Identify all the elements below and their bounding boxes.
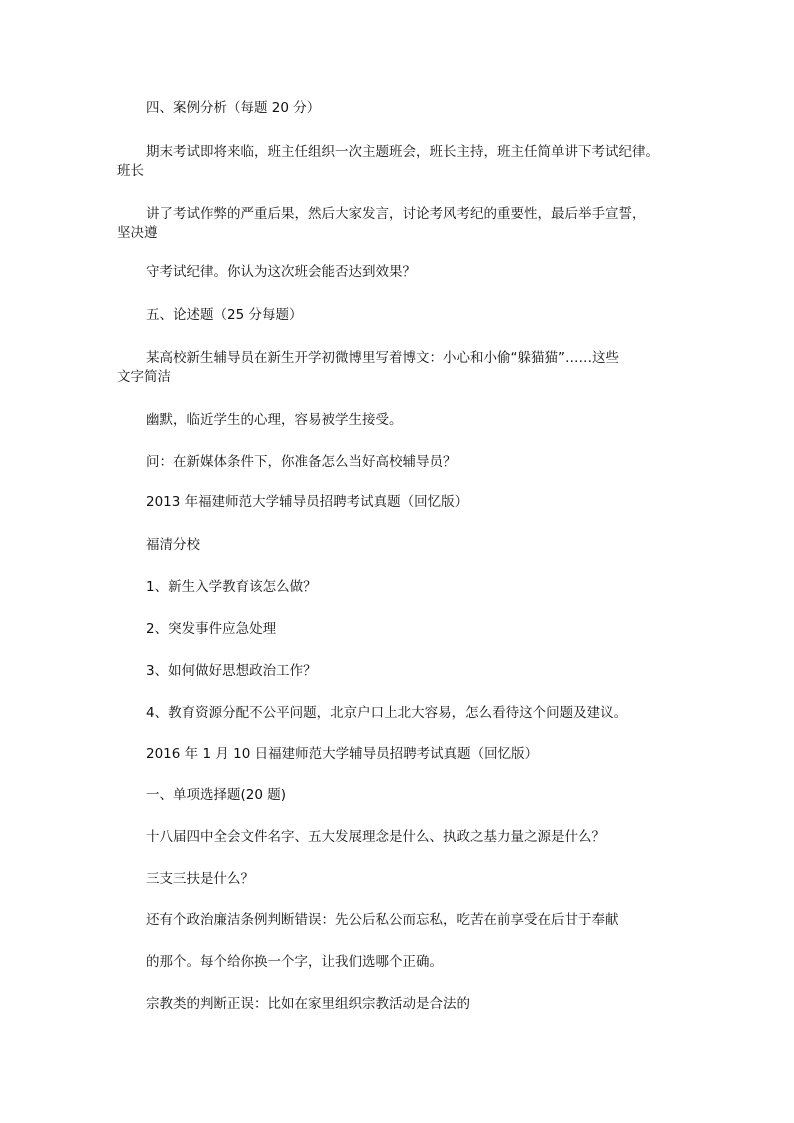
paragraph-text: 文字简洁	[117, 369, 171, 385]
paragraph-text: 三支三扶是什么？	[146, 871, 254, 887]
paragraph-text: 讲了考试作弊的严重后果，然后大家发言，讨论考风考纪的重要性，最后举手宣誓，	[146, 206, 646, 222]
paragraph-text: 守考试纪律。你认为这次班会能否达到效果？	[146, 264, 416, 280]
section-heading-2016-exam: 2016 年 1 月 10 日福建师范大学辅导员招聘考试真题（回忆版）	[146, 746, 539, 762]
paragraph-text: 的那个。每个给你换一个字，让我们选哪个正确。	[146, 954, 443, 970]
list-item: 2、突发事件应急处理	[146, 621, 277, 637]
list-item: 1、新生入学教育该怎么做？	[146, 579, 317, 595]
paragraph-text: 宗教类的判断正误：比如在家里组织宗教活动是合法的	[146, 996, 470, 1012]
paragraph-text: 幽默，临近学生的心理，容易被学生接受。	[146, 412, 403, 428]
section-heading-case-analysis: 四、案例分析（每题 20 分）	[146, 100, 321, 116]
section-heading-single-choice: 一、单项选择题(20 题)	[146, 787, 287, 803]
paragraph-text: 还有个政治廉洁条例判断错误：先公后私公而忘私，吃苦在前享受在后甘于奉献	[146, 912, 619, 928]
paragraph-text: 某高校新生辅导员在新生开学初微博里写着博文：小心和小偷“躲猫猫”……这些	[146, 350, 619, 366]
paragraph-text: 福清分校	[146, 537, 200, 553]
paragraph-text: 期末考试即将来临，班主任组织一次主题班会，班长主持，班主任简单讲下考试纪律。	[146, 144, 659, 160]
section-heading-essay: 五、论述题（25 分每题）	[146, 307, 303, 323]
paragraph-text: 班长	[117, 163, 144, 179]
section-heading-2013-exam: 2013 年福建师范大学辅导员招聘考试真题（回忆版）	[146, 494, 469, 510]
paragraph-text: 问：在新媒体条件下，你准备怎么当好高校辅导员？	[146, 454, 457, 470]
list-item: 4、教育资源分配不公平问题，北京户口上北大容易，怎么看待这个问题及建议。	[146, 705, 628, 721]
paragraph-text: 十八届四中全会文件名字、五大发展理念是什么、执政之基力量之源是什么？	[146, 829, 605, 845]
paragraph-text: 坚决遵	[117, 225, 158, 241]
list-item: 3、如何做好思想政治工作？	[146, 663, 317, 679]
